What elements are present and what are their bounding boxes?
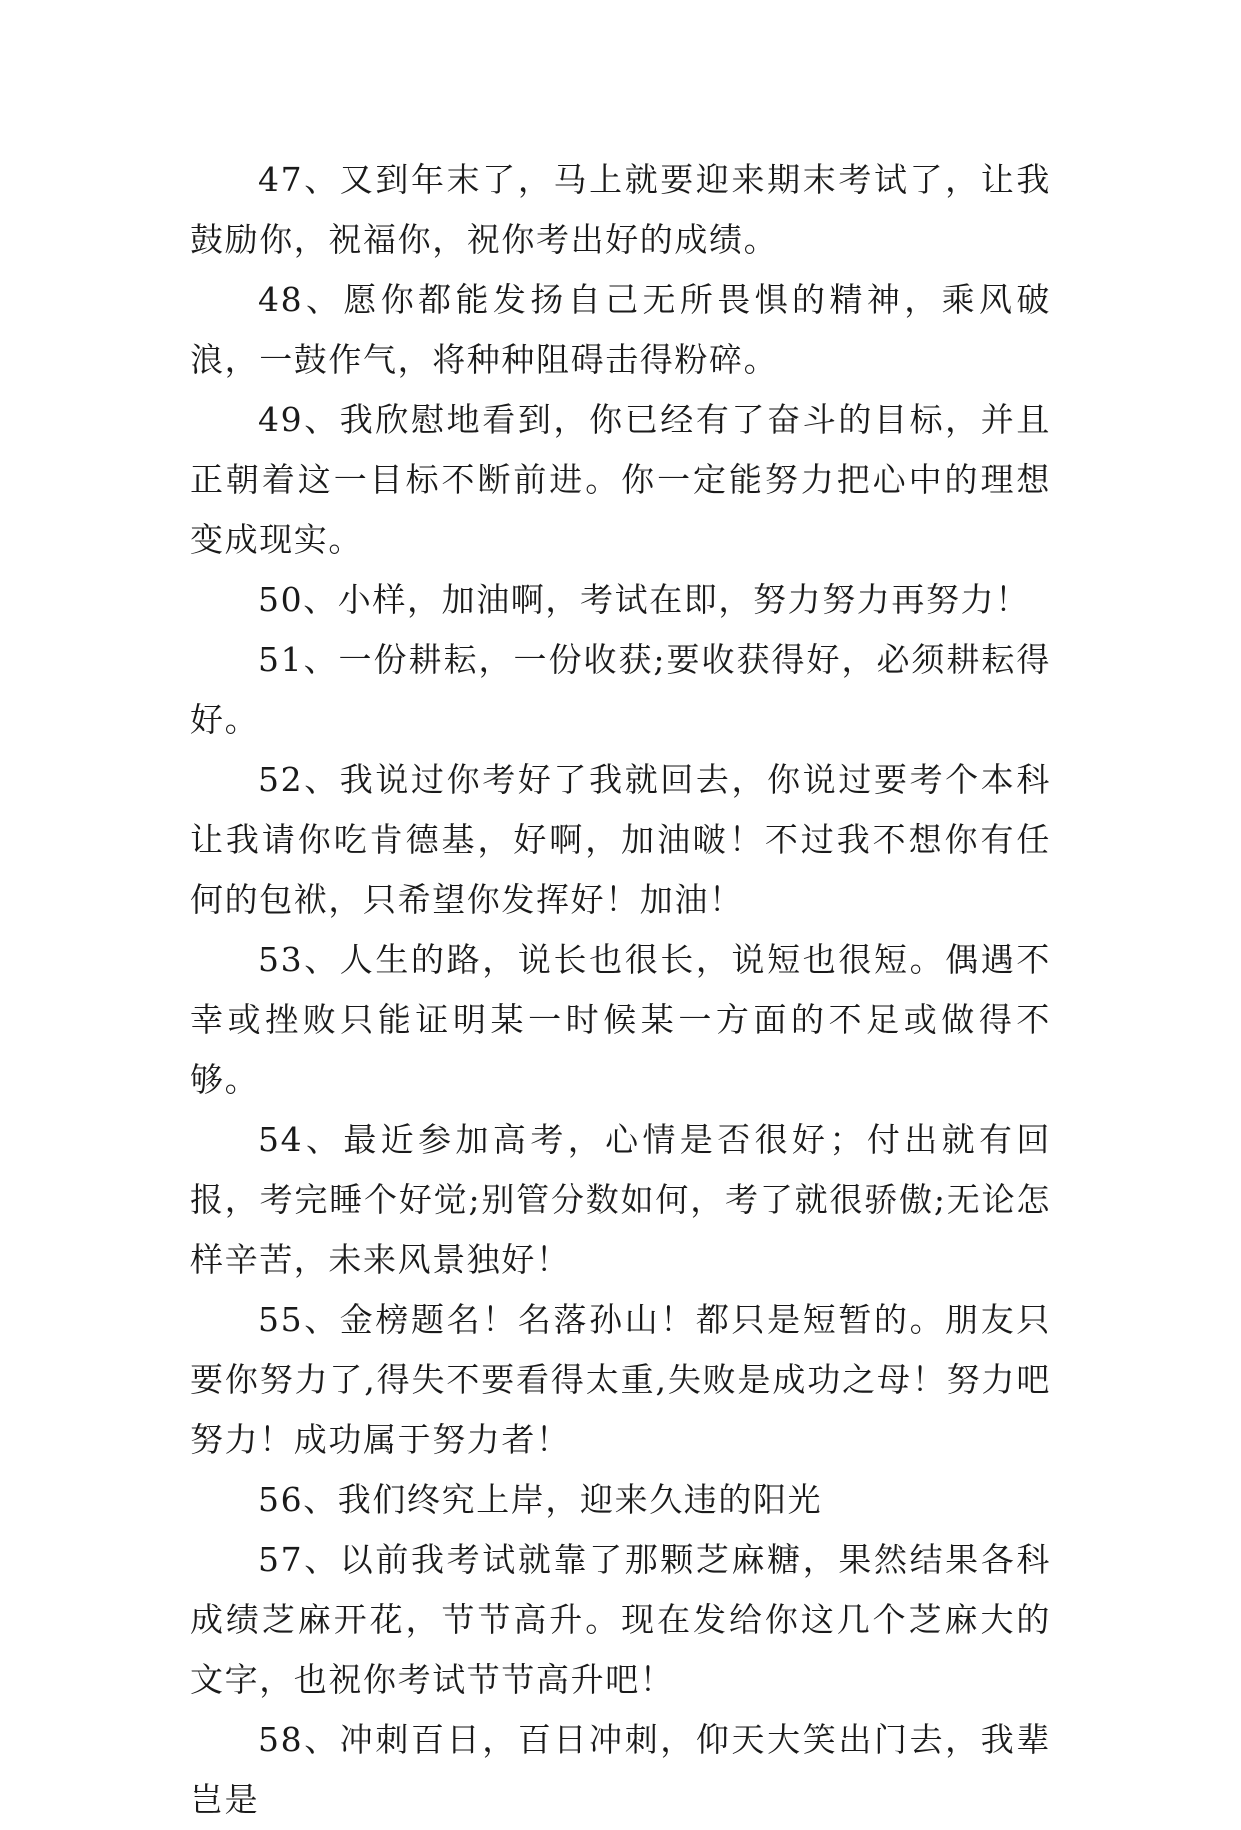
paragraph-50: 50、小样，加油啊，考试在即，努力努力再努力！ <box>258 580 1030 619</box>
paragraph-56: 56、我们终究上岸，迎来久违的阳光 <box>258 1480 823 1519</box>
paragraph-49: 49、我欣慰地看到，你已经有了奋斗的目标，并且正朝着这一目标不断前进。你一定能努力把心中的理想变成现实。 <box>190 400 1051 559</box>
paragraph-47: 47、又到年末了，马上就要迎来期末考试了，让我鼓励你，祝福你，祝你考出好的成绩。 <box>190 160 1051 259</box>
paragraph-52: 52、我说过你考好了我就回去，你说过要考个本科让我请你吃肯德基，好啊，加油啵！不过我不想你有任何的包袱，只希望你发挥好！加油！ <box>190 760 1051 919</box>
paragraph-58: 58、冲刺百日，百日冲刺，仰天大笑出门去，我辈岂是 <box>190 1720 1051 1819</box>
paragraph-57: 57、以前我考试就靠了那颗芝麻糖，果然结果各科成绩芝麻开花，节节高升。现在发给你这几个芝麻大的文字，也祝你考试节节高升吧！ <box>190 1540 1051 1699</box>
paragraph-51: 51、一份耕耘，一份收获;要收获得好，必须耕耘得好。 <box>190 640 1051 739</box>
paragraph-48: 48、愿你都能发扬自己无所畏惧的精神，乘风破浪，一鼓作气，将种种阻碍击得粉碎。 <box>190 280 1051 379</box>
paragraph-53: 53、人生的路，说长也很长，说短也很短。偶遇不幸或挫败只能证明某一时候某一方面的不足或做得不够。 <box>190 940 1051 1099</box>
paragraph-55: 55、金榜题名！名落孙山！都只是短暂的。朋友只要你努力了,得失不要看得太重,失败是成功之母！努力吧努力！成功属于努力者！ <box>190 1300 1051 1459</box>
paragraph-54: 54、最近参加高考，心情是否很好；付出就有回报，考完睡个好觉;别管分数如何，考了就很骄傲;无论怎样辛苦，未来风景独好！ <box>190 1120 1051 1279</box>
